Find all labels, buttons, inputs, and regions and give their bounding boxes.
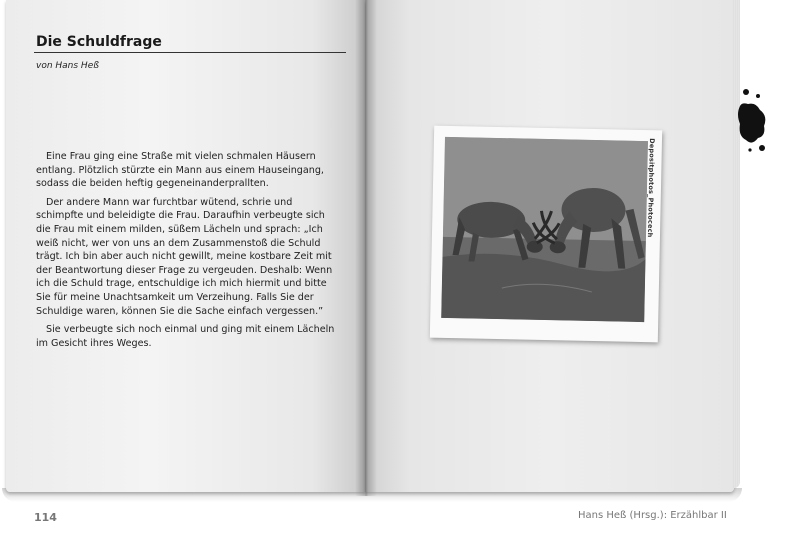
book-gutter <box>355 0 377 496</box>
fighting-deer-photo <box>441 137 648 322</box>
story-body <box>36 150 342 355</box>
page-stack-edge <box>732 0 740 488</box>
story-title: Die Schuldfrage <box>36 34 162 50</box>
ink-splatter-icon <box>736 84 768 154</box>
paragraph-2: Der andere Mann war furchtbar wütend, schrie und schimpfte und beleidigte die Frau. Daraufhin verbeugte sich die Frau mit einem milden, süßem Lächeln und sprach: „Ich weiß nicht, wer von uns an dem Zusammenstoß die Schuld trägt. Ich bin aber auch nicht gewillt, meine kostbare Zeit mit der Beantwortung dieser Frage zu vergeuden. Deshalb: Wenn ich die Schuld trage, entschuldige ich mich hiermit und bitte Sie für meine Unachtsamkeit um Verzeihung. Falls Sie der Schuldige waren, können Sie die Sache einfach vergessen.” <box>36 196 333 317</box>
paragraph-1: Eine Frau ging eine Straße mit vielen schmalen Häusern entlang. Plötzlich stürzte ein Mann aus einem Hauseingang, sodass die beiden heftig gegeneinanderprallten. <box>36 151 324 190</box>
deer-illustration <box>441 137 648 322</box>
photo-frame <box>430 126 662 343</box>
page-number: 114 <box>34 511 57 524</box>
book-footer: Hans Heß (Hrsg.): Erzählbar II <box>578 510 727 521</box>
paragraph-3: Sie verbeugte sich noch einmal und ging mit einem Lächeln im Gesicht ihres Weges. <box>36 324 335 349</box>
title-underline <box>34 52 346 53</box>
story-author: von Hans Heß <box>36 61 99 71</box>
photo-credit: Depositphotos_Photocech <box>645 138 657 238</box>
